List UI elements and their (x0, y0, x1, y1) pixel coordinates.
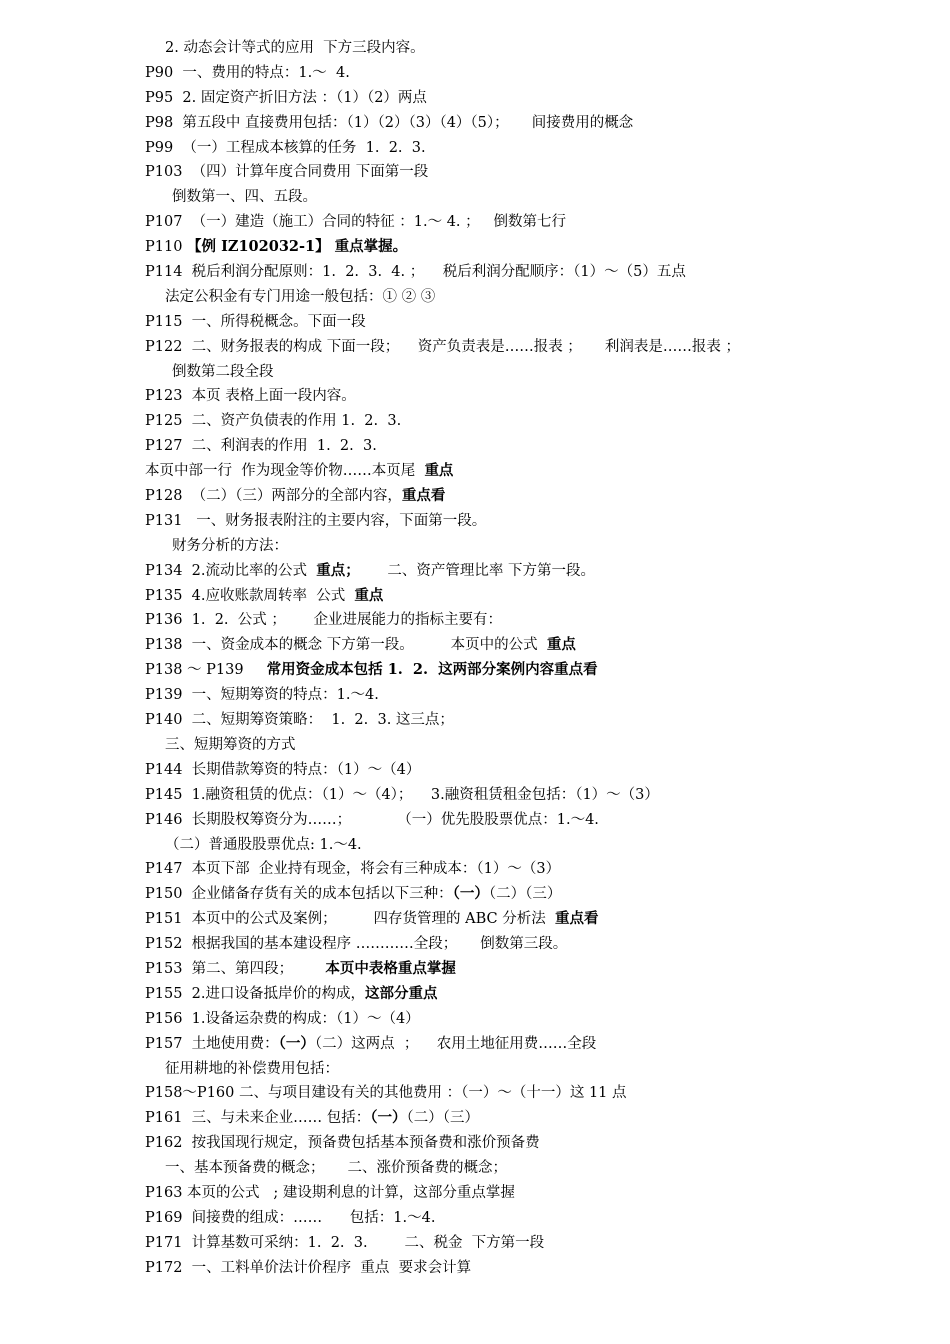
emphasis-text: 重点看 (401, 487, 446, 505)
line-text: P145 1.融资租赁的优点：（1）～（4）； 3.融资租赁租金包括：（1）～（3） (145, 786, 659, 803)
text-line (0, 808, 950, 833)
line-text: P131 一、财务报表附注的主要内容，下面第一段。 (145, 512, 487, 529)
text-line (0, 1256, 950, 1281)
text-line (0, 733, 950, 758)
text-line (0, 484, 950, 509)
text-line (0, 335, 950, 360)
line-text: P138 一、资金成本的概念 下方第一段。 本页中的公式 (145, 637, 547, 654)
text-line (0, 210, 950, 235)
text-line (0, 633, 950, 658)
line-text: 倒数第二段全段 (172, 363, 274, 380)
text-line (0, 783, 950, 808)
text-line (0, 1206, 950, 1231)
text-line (0, 260, 950, 285)
line-text: P123 本页 表格上面一段内容。 (145, 388, 356, 405)
line-text: 法定公积金有专门用途一般包括：① ② ③ (165, 288, 436, 305)
line-text: 一、基本预备费的概念； 二、涨价预备费的概念； (165, 1160, 508, 1177)
text-line (0, 360, 950, 385)
text-line (0, 932, 950, 957)
line-text: P90 一、费用的特点：1.～ 4. (145, 64, 350, 81)
text-line (0, 833, 950, 858)
text-line (0, 534, 950, 559)
line-text: P107 （一）建造（施工）合同的特征 ：1.～ 4. ； 倒数第七行 (145, 214, 566, 231)
line-text: P144 长期借款筹资的特点：（1）～（4） (145, 761, 421, 778)
line-text: P172 一、工料单价法计价程序 重点 要求会计算 (145, 1259, 472, 1276)
line-text: （二）（三） (488, 886, 562, 903)
text-line (0, 185, 950, 210)
line-text: 二、资产管理比率 下方第一段。 (359, 562, 595, 579)
emphasis-text: 重点看 (554, 910, 599, 928)
line-text: P158～P160 二、与项目建设有关的其他费用 ：（一）～（十一）这 11 点 (145, 1085, 627, 1102)
text-line (0, 658, 950, 683)
line-text: P115 一、所得税概念。下面一段 (145, 313, 366, 330)
line-text: P135 4.应收账款周转率 公式 (145, 587, 355, 604)
line-text: P122 二、财务报表的构成 下面一段； 资产负责表是……报表 ； 利润表是……报表 ； (145, 338, 740, 355)
emphasis-text: （一） (370, 1109, 407, 1127)
line-text: P162 按我国现行规定，预备费包括基本预备费和涨价预备费 (145, 1135, 540, 1152)
line-text: P161 三、与未来企业…… 包括： (145, 1110, 371, 1127)
text-line (0, 1181, 950, 1206)
emphasis-text: 重点 (424, 462, 454, 480)
line-text: P153 第二、第四段； (145, 960, 326, 977)
text-line (0, 1007, 950, 1032)
line-text: P152 根据我国的基本建设程序 …………全段； 倒数第三段。 (145, 936, 568, 953)
line-text: P156 1.设备运杂费的构成：（1）～（4） (145, 1010, 420, 1027)
line-text: P146 长期股权筹资分为……； （一）优先股股票优点：1.～4. (145, 811, 599, 828)
text-line (0, 285, 950, 310)
text-line (0, 86, 950, 111)
line-text: P95 2. 固定资产折旧方法 ：（1）（2）两点 (145, 89, 427, 106)
text-line (0, 982, 950, 1007)
line-text: 倒数第一、四、五段。 (172, 189, 317, 206)
line-text: 2. 动态会计等式的应用 下方三段内容。 (165, 40, 425, 56)
text-line (0, 882, 950, 907)
text-line (0, 61, 950, 86)
text-line (0, 384, 950, 409)
line-text: P147 本页下部 企业持有现金，将会有三种成本：（1）～（3） (145, 861, 561, 878)
emphasis-text: （一） (452, 885, 489, 903)
text-line (0, 459, 950, 484)
line-text: （二）（三） (406, 1110, 480, 1127)
line-text: P134 2.流动比率的公式 (145, 562, 317, 579)
line-text: P99 （一）工程成本核算的任务 1. 2. 3. (145, 139, 426, 156)
text-line (0, 758, 950, 783)
text-line (0, 559, 950, 584)
emphasis-text: 重点 (546, 636, 576, 654)
text-line (0, 857, 950, 882)
text-line (0, 1231, 950, 1256)
emphasis-text: 这部分重点 (364, 984, 438, 1002)
text-line (0, 1081, 950, 1106)
text-line (0, 1156, 950, 1181)
text-line (0, 1032, 950, 1057)
emphasis-text: 常用资金成本包括 1. 2. 这两部分案例内容重点看 (266, 661, 598, 679)
text-line (0, 160, 950, 185)
text-line (0, 683, 950, 708)
line-text: P150 企业储备存货有关的成本包括以下三种： (145, 886, 453, 903)
line-text: P155 2.进口设备抵岸价的构成， (145, 985, 365, 1002)
text-line (0, 907, 950, 932)
emphasis-text: 本页中表格重点掌握 (325, 959, 456, 977)
line-text: P110 (145, 239, 188, 256)
text-line (0, 1131, 950, 1156)
emphasis-text: （一） (278, 1034, 315, 1052)
text-line (0, 235, 950, 260)
text-line (0, 1106, 950, 1131)
line-text: P140 二、短期筹资策略： 1. 2. 3. 这三点； (145, 712, 454, 729)
line-text: P139 一、短期筹资的特点：1.～4. (145, 687, 379, 704)
emphasis-text: 重点 (354, 586, 384, 604)
text-line (0, 136, 950, 161)
text-line (0, 608, 950, 633)
text-line (0, 1057, 950, 1082)
line-text: P171 计算基数可采纳：1. 2. 3. 二、税金 下方第一段 (145, 1234, 545, 1251)
line-text: P136 1. 2. 公式 ； 企业进展能力的指标主要有： (145, 612, 503, 629)
line-text: P125 二、资产负债表的作用 1. 2. 3. (145, 413, 402, 430)
line-text: 本页中部一行 作为现金等价物……本页尾 (145, 463, 425, 480)
text-line (0, 310, 950, 335)
line-text: P138 ～ P139 (145, 662, 267, 679)
emphasis-text: 【例 IZ102032-1】 重点掌握。 (187, 238, 408, 256)
text-line (0, 434, 950, 459)
text-line (0, 36, 950, 61)
line-text: P128 （二）（三）两部分的全部内容， (145, 488, 402, 505)
document-page (0, 36, 950, 1281)
line-text: P127 二、利润表的作用 1. 2. 3. (145, 438, 377, 455)
line-text: 三、短期筹资的方式 (165, 736, 296, 753)
emphasis-text: 重点； (316, 561, 360, 579)
line-text: P151 本页中的公式及案例； 四存货管理的 ABC 分析法 (145, 911, 555, 928)
line-text: P169 间接费的组成：…… 包括：1.～4. (145, 1209, 436, 1226)
line-text: P114 税后利润分配原则：1. 2. 3. 4. ； 税后利润分配顺序：（1）～（5）五点 (145, 264, 686, 281)
line-text: （二）这两点 ； 农用土地征用费……全段 (314, 1035, 597, 1052)
text-line (0, 957, 950, 982)
line-text: P98 第五段中 直接费用包括：（1）（2）（3）（4）（5）； 间接费用的概念 (145, 114, 634, 131)
line-text: P157 土地使用费： (145, 1035, 279, 1052)
text-line (0, 708, 950, 733)
text-line (0, 409, 950, 434)
line-text: （二）普通股股票优点: 1.～4. (165, 836, 362, 853)
line-text: P103 （四）计算年度合同费用 下面第一段 (145, 164, 429, 181)
line-text: 征用耕地的补偿费用包括： (165, 1060, 339, 1077)
text-line (0, 111, 950, 136)
text-line (0, 584, 950, 609)
line-text: 财务分析的方法： (172, 537, 288, 554)
line-text: P163 本页的公式 ; 建设期利息的计算，这部分重点掌握 (145, 1184, 515, 1201)
text-line (0, 509, 950, 534)
